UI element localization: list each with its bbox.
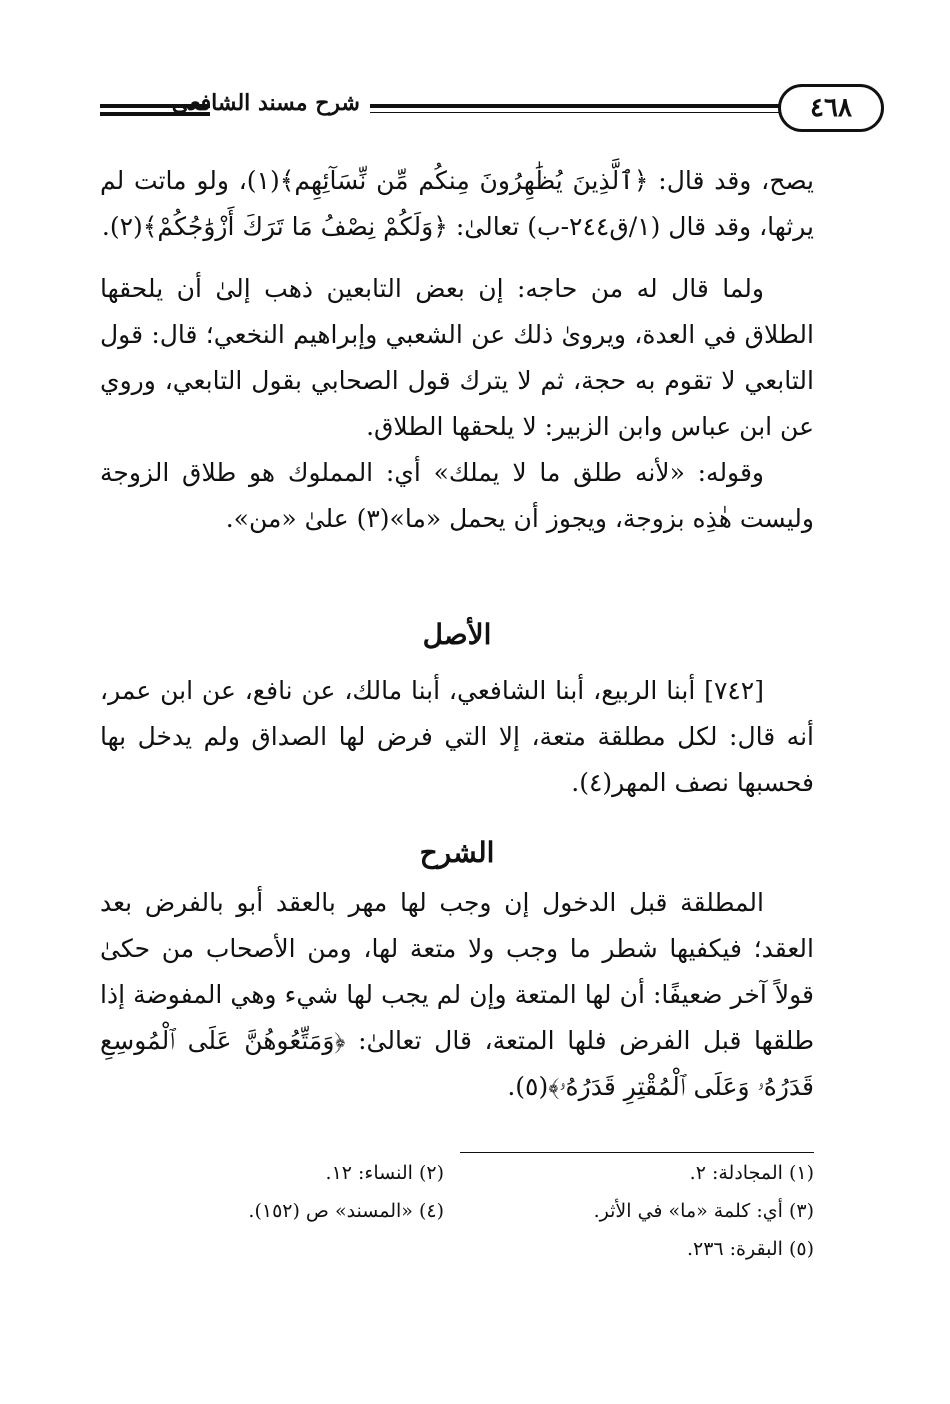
footnote-3: (٣) أي: كلمة «ما» في الأثر. [593,1200,814,1222]
running-title: شرح مسند الشافعي [171,90,360,116]
paragraph-2: ولما قال له من حاجه: إن بعض التابعين ذهب إلىٰ أن يلحقها الطلاق في العدة، ويروىٰ ذلك عن الشعبي وإبراهيم النخعي؛ قال: قول التابعي لا تقوم به حجة، ثم لا يترك قول الصحابي بقول التابعي، وروي عن ابن عباس وابن الزبير: لا يلحقها الطلاق. [100,274,814,441]
page-number: ٤٦٨ [778,84,884,132]
footnote-4: (٤) «المسند» ص (١٥٢). [248,1200,444,1222]
sharh-paragraph: المطلقة قبل الدخول إن وجب لها مهر بالعقد أبو بالفرض بعد العقد؛ فيكفيها شطر ما وجب ولا متعة لها، ومن الأصحاب من حكىٰ قولاً آخر ضعيفًا: أن لها المتعة وإن لم يجب لها شيء وهي المفوضة إذا طلقها قبل الفرض فلها المتعة، قال تعالىٰ: ﴿وَمَتِّعُوهُنَّ عَلَى ٱلْمُوسِعِ قَدَرُهُۥ وَعَلَى ٱلْمُقْتِرِ قَدَرُهُۥ﴾(٥). [100,888,814,1101]
heading-asl: الأصل [422,618,492,651]
paragraph-3: وقوله: «لأنه طلق ما لا يملك» أي: المملوك هو طلاق الزوجة وليست هٰذِه بزوجة، ويجوز أن يحمل «ما»(٣) علىٰ «من». [100,458,814,533]
footnote-separator [460,1152,814,1153]
header-rule-middle [370,104,780,108]
sharh-text-block [100,880,814,1110]
header-rule-middle-2 [370,112,780,113]
footnote-2: (٢) النساء: ١٢. [325,1162,444,1184]
running-header [100,84,852,132]
footnote-1: (١) المجادلة: ٢. [689,1162,814,1184]
heading-sharh: الشرح [419,836,495,869]
paragraph-1: يصح، وقد قال: ﴿ٱلَّذِينَ يُظَٰهِرُونَ مِنكُم مِّن نِّسَآئِهِم﴾(١)، ولو ماتت لم يرثها، وقد قال (١/ق٢٤٤-ب) تعالىٰ: ﴿وَلَكُمْ نِصْفُ مَا تَرَكَ أَزْوَٰجُكُمْ﴾(٢). [100,166,814,241]
main-text-block [100,158,814,542]
footnote-5: (٥) البقرة: ٢٣٦. [686,1238,814,1260]
asl-text-block [100,668,814,806]
asl-paragraph: [٧٤٢] أبنا الربيع، أبنا الشافعي، أبنا مالك، عن نافع، عن ابن عمر، أنه قال: لكل مطلقة متعة، إلا التي فرض لها الصداق ولم يدخل بها فحسبها نصف المهر(٤). [100,676,814,797]
